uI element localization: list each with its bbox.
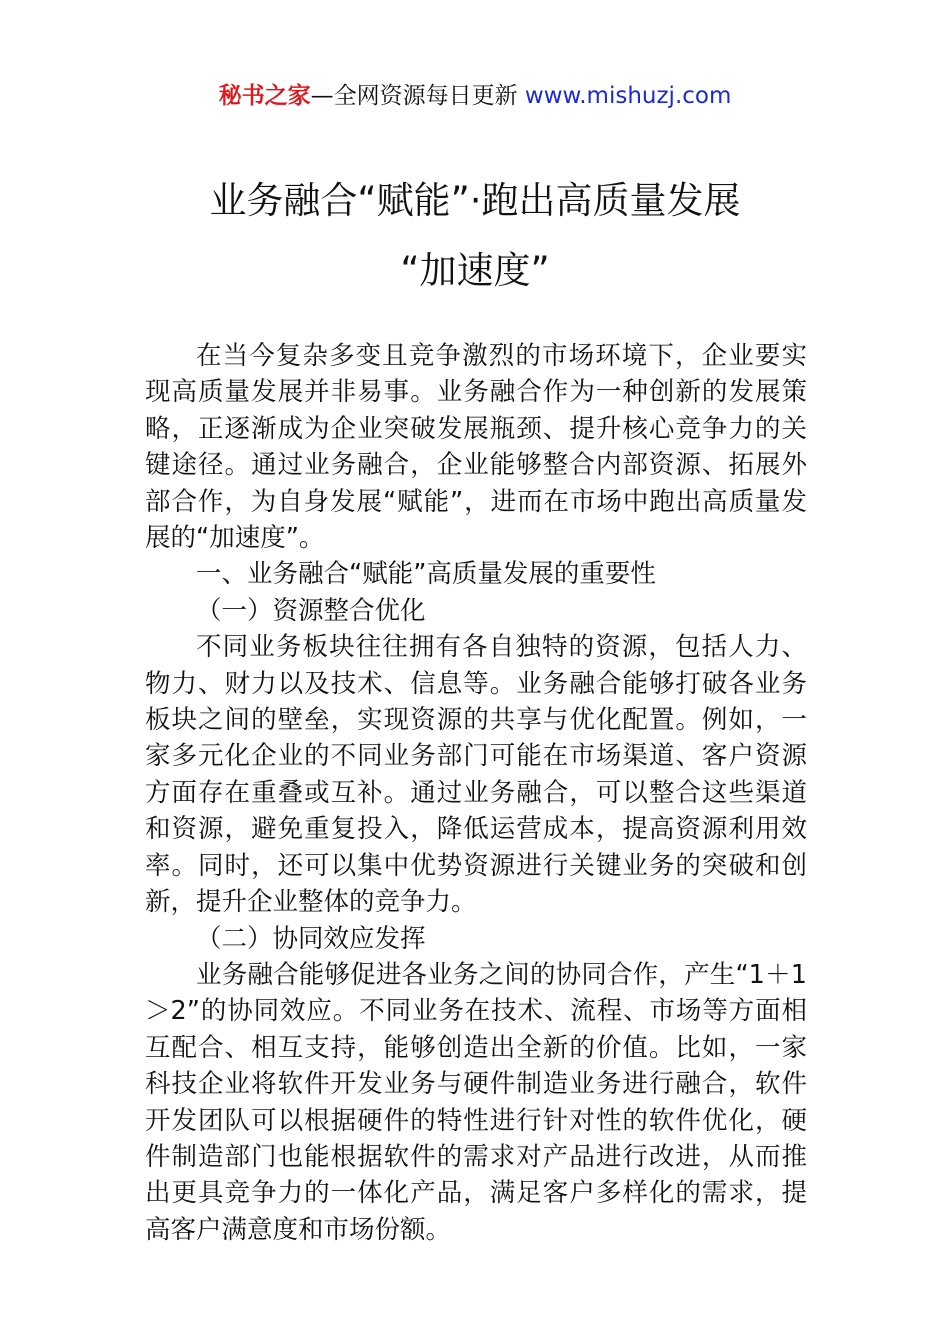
site-url-link[interactable]: www.mishuzj.com (524, 83, 732, 109)
subsection-heading-2: （二）协同效应发挥 (196, 923, 426, 954)
section-heading-1: 一、业务融合“赋能”高质量发展的重要性 (196, 559, 656, 590)
intro-paragraph: 在当今复杂多变且竞争激烈的市场环境下，企业要实现高质量发展并非易事。业务融合作为一种创新的发展策略，正逐渐成为企业突破发展瓶颈、提升核心竞争力的关键途径。通过业务融合，企业能够整合内部资源、拓展外部合作，为自身发展“赋能”，进而在市场中跑出高质量发展的“加速度”。 (145, 341, 807, 554)
document-title-line-2: “加速度” (400, 249, 550, 292)
article-body (145, 338, 807, 1248)
brand-name: 秘书之家 (218, 83, 311, 109)
subsection-heading-1: （一）资源整合优化 (196, 595, 426, 626)
site-tagline: —全网资源每日更新 (310, 83, 525, 109)
subsection-1-paragraph: 不同业务板块往往拥有各自独特的资源，包括人力、物力、财力以及技术、信息等。业务融合能够打破各业务板块之间的壁垒，实现资源的共享与优化配置。例如，一家多元化企业的不同业务部门可能在市场渠道、客户资源方面存在重叠或互补。通过业务融合，可以整合这些渠道和资源，避免重复投入，降低运营成本，提高资源利用效率。同时，还可以集中优势资源进行关键业务的突破和创新，提升企业整体的竞争力。 (145, 632, 807, 918)
document-title-line-1: 业务融合“赋能”·跑出高质量发展 (209, 179, 741, 222)
site-header (0, 80, 950, 112)
subsection-2-paragraph: 业务融合能够促进各业务之间的协同合作，产生“1＋1＞2”的协同效应。不同业务在技术、流程、市场等方面相互配合、相互支持，能够创造出全新的价值。比如，一家科技企业将软件开发业务与硬件制造业务进行融合，软件开发团队可以根据硬件的特性进行针对性的软件优化，硬件制造部门也能根据软件的需求对产品进行改进，从而推出更具竞争力的一体化产品，满足客户多样化的需求，提高客户满意度和市场份额。 (145, 959, 807, 1245)
